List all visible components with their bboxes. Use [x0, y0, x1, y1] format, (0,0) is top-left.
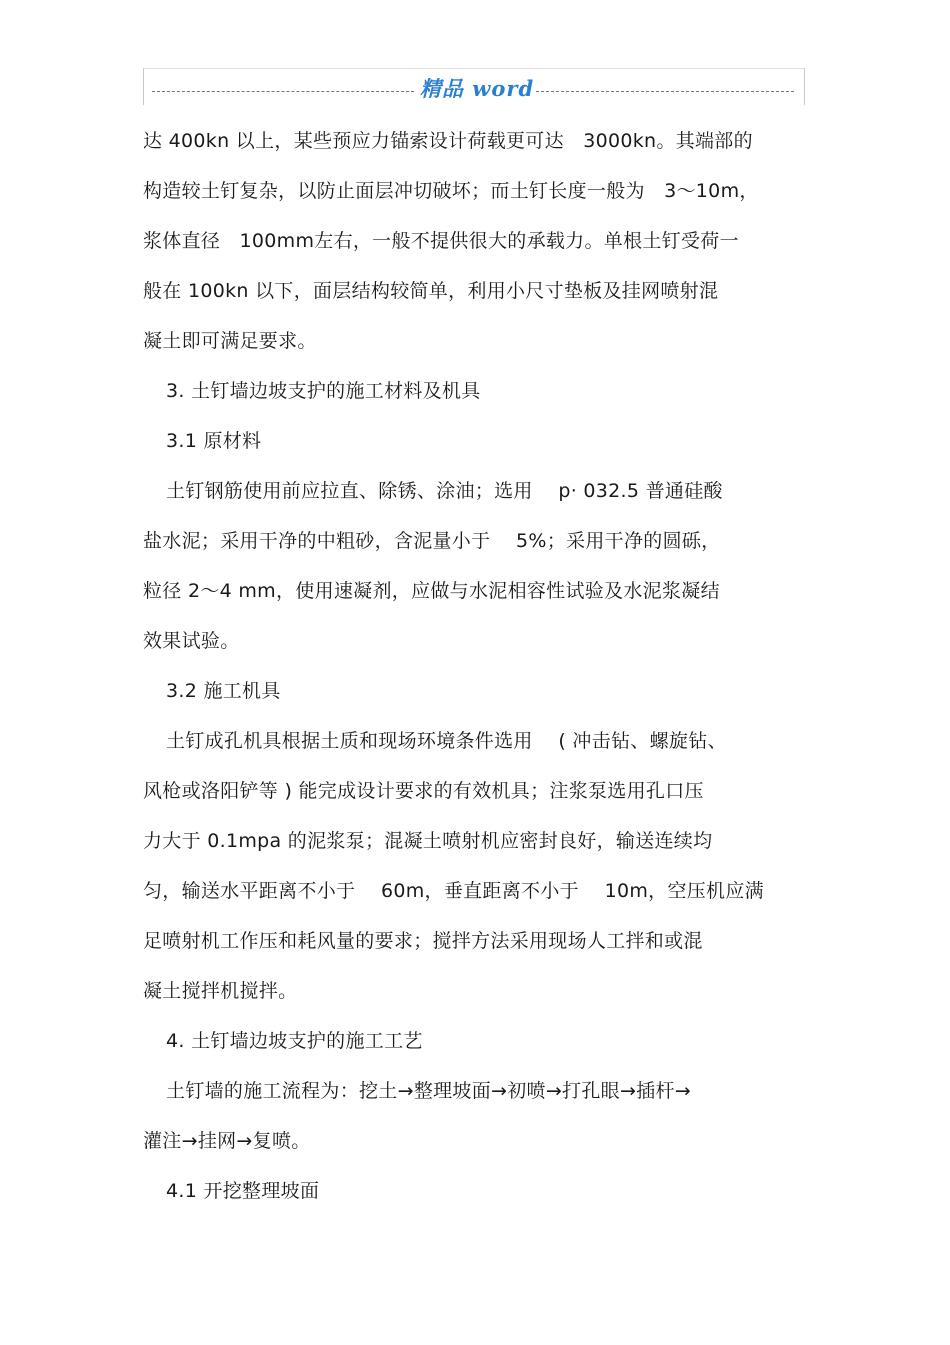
section-heading: 4. 土钉墙边坡支护的施工工艺 [166, 1030, 423, 1052]
paragraph-line: 匀，输送水平距离不小于 60m，垂直距离不小于 10m，空压机应满 [143, 880, 764, 902]
paragraph-line: 风枪或洛阳铲等 ) 能完成设计要求的有效机具；注浆泵选用孔口压 [143, 780, 704, 802]
header-divider-left [152, 91, 414, 92]
section-heading: 3. 土钉墙边坡支护的施工材料及机具 [166, 380, 481, 402]
paragraph-line: 凝土搅拌机搅拌。 [143, 980, 298, 1002]
paragraph-line: 构造较土钉复杂，以防止面层冲切破坏；而土钉长度一般为 3～10m， [143, 180, 759, 202]
paragraph-line: 力大于 0.1mpa 的泥浆泵；混凝土喷射机应密封良好，输送连续均 [143, 830, 713, 852]
paragraph-line: 土钉墙的施工流程为：挖土→整理坡面→初喷→打孔眼→插杆→ [166, 1080, 692, 1102]
paragraph-line: 浆体直径 100mm左右，一般不提供很大的承载力。单根土钉受荷一 [143, 230, 739, 252]
paragraph-line: 凝土即可满足要求。 [143, 330, 317, 352]
page-header [143, 68, 805, 105]
subsection-heading: 3.2 施工机具 [166, 680, 281, 702]
paragraph-line: 般在 100kn 以下，面层结构较简单，利用小尺寸垫板及挂网喷射混 [143, 280, 719, 302]
paragraph-line: 达 400kn 以上，某些预应力锚索设计荷载更可达 3000kn。其端部的 [143, 130, 753, 152]
paragraph-line: 灌注→挂网→复喷。 [143, 1130, 311, 1152]
paragraph-line: 土钉钢筋使用前应拉直、除锈、涂油；选用 p· 032.5 普通硅酸 [166, 480, 723, 502]
paragraph-line: 盐水泥；采用干净的中粗砂，含泥量小于 5%；采用干净的圆砾， [143, 530, 721, 552]
subsection-heading: 3.1 原材料 [166, 430, 262, 452]
paragraph-line: 足喷射机工作压和耗风量的要求；搅拌方法采用现场人工拌和或混 [143, 930, 703, 952]
header-logo: 精品 word [420, 76, 535, 101]
subsection-heading: 4.1 开挖整理坡面 [166, 1180, 320, 1202]
paragraph-line: 效果试验。 [143, 630, 240, 652]
paragraph-line: 土钉成孔机具根据土质和现场环境条件选用 ( 冲击钻、螺旋钻、 [166, 730, 727, 752]
header-divider-right [536, 91, 794, 92]
paragraph-line: 粒径 2～4 mm，使用速凝剂，应做与水泥相容性试验及水泥浆凝结 [143, 580, 720, 602]
